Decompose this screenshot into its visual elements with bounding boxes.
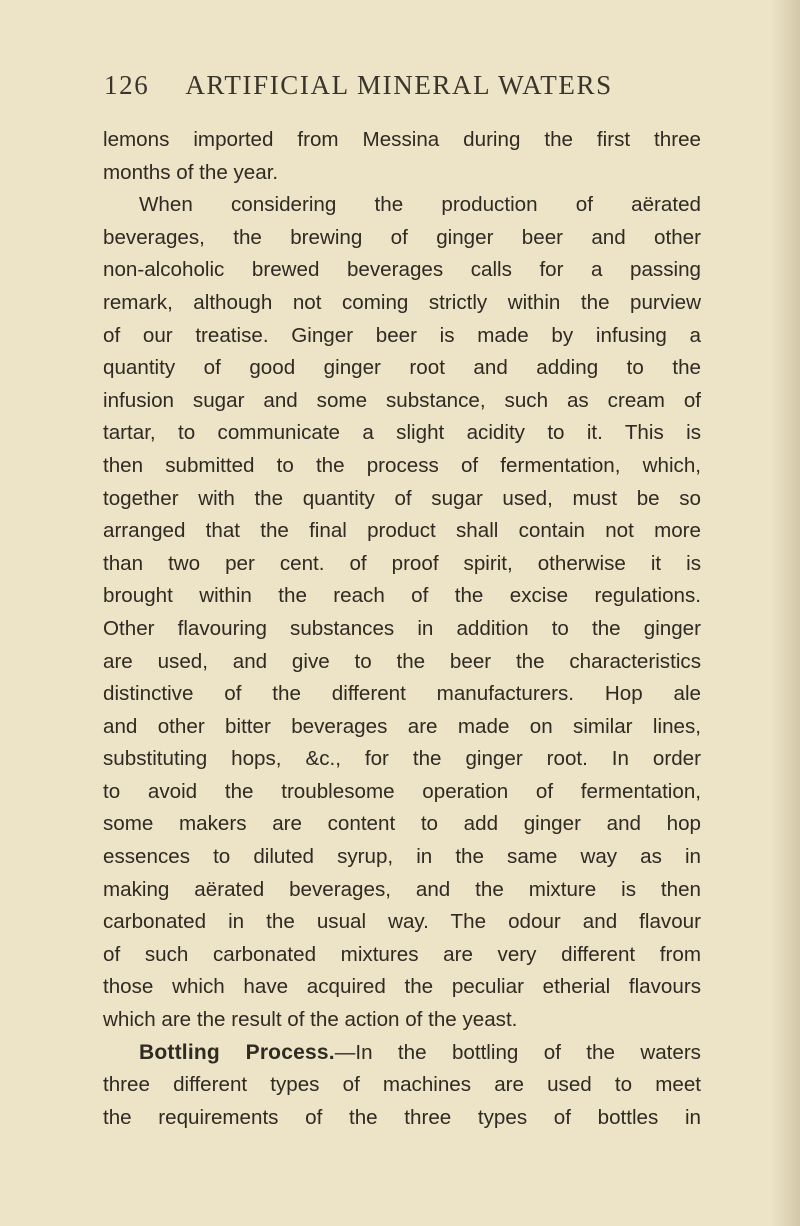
section-heading: Bottling Process. <box>139 1040 335 1064</box>
text-line: three different types of machines are used to meet <box>103 1073 701 1097</box>
text-line: beverages, the brewing of ginger beer and other <box>103 225 701 249</box>
running-title: ARTIFICIAL MINERAL WATERS <box>185 70 613 100</box>
page-number: 126 <box>104 70 150 100</box>
text-line: are used, and give to the beer the characteristics <box>103 649 701 673</box>
section-first-line-text: —In the bottling of the waters <box>334 1040 701 1064</box>
text-line: of such carbonated mixtures are very different from <box>103 942 701 966</box>
text-line: to avoid the troublesome operation of fermentation, <box>103 779 701 803</box>
text-line: making aërated beverages, and the mixture is then <box>103 877 701 901</box>
text-line: the requirements of the three types of bottles in <box>103 1105 701 1129</box>
text-line: those which have acquired the peculiar etherial flavours <box>103 975 701 999</box>
text-line: some makers are content to add ginger and hop <box>103 812 701 836</box>
text-line: brought within the reach of the excise regulations. <box>103 584 701 608</box>
text-line: remark, although not coming strictly within the purview <box>103 290 701 314</box>
text-line: and other bitter beverages are made on similar lines, <box>103 714 701 738</box>
section-first-line <box>103 1037 701 1070</box>
text-line: quantity of good ginger root and adding to the <box>103 356 701 380</box>
running-head <box>104 70 704 110</box>
text-line: When considering the production of aërated <box>139 193 701 217</box>
text-line: Other flavouring substances in addition to the ginger <box>103 616 701 640</box>
text-line: essences to diluted syrup, in the same way as in <box>103 845 701 869</box>
text-line: non-alcoholic brewed beverages calls for a passing <box>103 258 701 282</box>
text-line: which are the result of the action of the yeast. <box>103 1008 518 1032</box>
text-line: tartar, to communicate a slight acidity to it. This is <box>103 421 701 445</box>
text-line: lemons imported from Messina during the first three <box>103 128 701 151</box>
text-line: infusion sugar and some substance, such as cream of <box>103 388 701 412</box>
text-line: distinctive of the different manufacturers. Hop ale <box>103 682 701 706</box>
text-line: than two per cent. of proof spirit, otherwise it is <box>103 551 701 575</box>
text-line: of our treatise. Ginger beer is made by infusing a <box>103 323 701 347</box>
text-line: arranged that the final product shall contain not more <box>103 519 701 543</box>
body-text <box>103 124 701 1134</box>
text-line: substituting hops, &c., for the ginger root. In order <box>103 747 701 771</box>
text-line: months of the year. <box>103 160 279 184</box>
text-line: carbonated in the usual way. The odour and flavour <box>103 910 701 934</box>
text-line: together with the quantity of sugar used, must be so <box>103 486 701 510</box>
text-line: then submitted to the process of fermentation, which, <box>103 453 701 477</box>
